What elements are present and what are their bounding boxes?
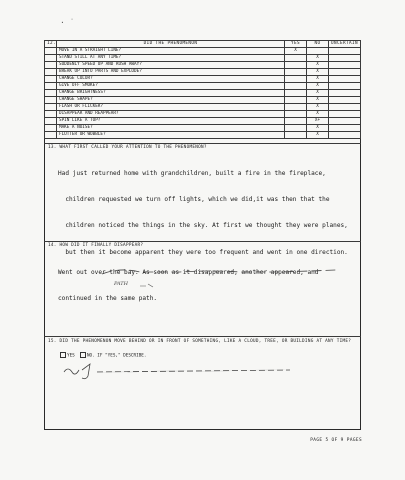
section-number: 12. [45,41,57,48]
q13-line: children requested we turn off lights, which we did,it was then that the [58,195,330,203]
no-cell: X [307,132,329,139]
no-cell: X [307,111,329,118]
uncertain-cell [329,125,361,132]
q13-line: children noticed the things in the sky. At first we thought they were planes, [58,222,348,230]
handwritten-scribble [58,360,298,382]
q14-label: 14. HOW DID IT FINALLY DISAPPEAR? [48,243,144,248]
row-label: GIVE OFF SMOKE? [57,83,285,90]
row-label: CHANGE SHAPE? [57,97,285,104]
table-row [45,83,361,90]
row-label: SUDDENLY SPEED UP AND RUSH AWAY? [57,62,285,69]
table-row [45,125,361,132]
col-no: NO [307,41,329,48]
table-row [45,118,361,125]
yes-cell [285,118,307,125]
q15-label: 15. DID THE PHENOMENON MOVE BEHIND OR IN FRONT OF SOMETHING, LIKE A CLOUD, TREE, OR BUILDING AT ANY TIME? [48,339,352,344]
table-row [45,132,361,139]
row-number [45,48,57,55]
yes-cell [285,62,307,69]
table-row [45,62,361,69]
uncertain-cell [329,132,361,139]
yes-cell [285,111,307,118]
row-number [45,90,57,97]
uncertain-cell [329,69,361,76]
row-number [45,76,57,83]
row-label: SPIN LIKE A TOP? [57,118,285,125]
yes-cell [285,69,307,76]
yes-cell [285,132,307,139]
table-title: DID THE PHENOMENON [57,41,285,48]
no-cell: X [307,69,329,76]
page-footer: PAGE 5 OF 9 PAGES [310,438,362,443]
row-number [45,83,57,90]
row-label: FLASH OR FLICKER? [57,104,285,111]
uncertain-cell [329,97,361,104]
row-number [45,132,57,139]
yes-checkbox[interactable] [60,352,66,358]
table-row [45,76,361,83]
row-label: CHANGE COLOR? [57,76,285,83]
no-cell: X [307,125,329,132]
handwritten-path-note: PATH [114,281,128,287]
phenomenon-table [44,40,361,139]
yes-cell [285,83,307,90]
uncertain-cell [329,76,361,83]
uncertain-cell [329,111,361,118]
no-checkbox[interactable] [80,352,86,358]
q14-line: Went out over the bay. As soon as it disappeared, another appeared, and [58,268,319,276]
table-row [45,111,361,118]
divider-15 [44,336,361,337]
q13-line: but then it become apparent they were too frequent and went in one direction. [58,248,348,256]
no-cell: X+ [307,118,329,125]
uncertain-cell [329,104,361,111]
row-label: MAKE A NOISE? [57,125,285,132]
row-label: DISAPPEAR AND REAPPEAR? [57,111,285,118]
row-label: MOVE IN A STRAIGHT LINE? [57,48,285,55]
table-row [45,69,361,76]
no-cell: X [307,104,329,111]
q13-line: Had just returned home with grandchildren, built a fire in the fireplace, [58,169,326,177]
uncertain-cell [329,83,361,90]
uncertain-cell [329,48,361,55]
table-header-row [45,41,361,48]
row-number [45,125,57,132]
hand-drawn-path-sketch [100,264,340,294]
no-cell: X [307,62,329,69]
row-number [45,62,57,69]
no-cell: X [307,83,329,90]
no-cell: X [307,97,329,104]
table-row [45,104,361,111]
row-number [45,55,57,62]
yes-cell [285,90,307,97]
yes-cell [285,97,307,104]
table-body [45,48,361,139]
table-row [45,97,361,104]
no-cell: X [307,76,329,83]
no-label: NO. IF "YES," DESCRIBE. [86,353,147,359]
row-number [45,104,57,111]
no-cell [307,48,329,55]
yes-label: YES [67,353,75,359]
yes-cell [285,55,307,62]
yes-cell [285,76,307,83]
col-uncertain: UNCERTAIN [329,41,361,48]
uncertain-cell [329,90,361,97]
scan-speck: · ˙ [60,18,75,27]
table-row [45,90,361,97]
row-number [45,69,57,76]
yes-cell [285,125,307,132]
col-yes: YES [285,41,307,48]
q15-options [60,352,146,359]
divider-14 [44,241,361,242]
row-number [45,97,57,104]
row-number [45,118,57,125]
row-label: FLUTTER OR WOBBLE? [57,132,285,139]
uncertain-cell [329,55,361,62]
row-label: BREAK UP INTO PARTS AND EXPLODE? [57,69,285,76]
no-cell: X [307,55,329,62]
yes-cell: X [285,48,307,55]
uncertain-cell [329,118,361,125]
no-cell: X [307,90,329,97]
q13-label: 13. WHAT FIRST CALLED YOUR ATTENTION TO THE PHENOMENON? [48,145,207,150]
divider-13 [44,143,361,144]
row-label: CHANGE BRIGHTNESS? [57,90,285,97]
table-row [45,55,361,62]
row-label: STAND STILL AT ANY TIME? [57,55,285,62]
row-number [45,111,57,118]
uncertain-cell [329,62,361,69]
q14-line: continued in the same path. [58,294,158,302]
table-row [45,48,361,55]
yes-cell [285,104,307,111]
